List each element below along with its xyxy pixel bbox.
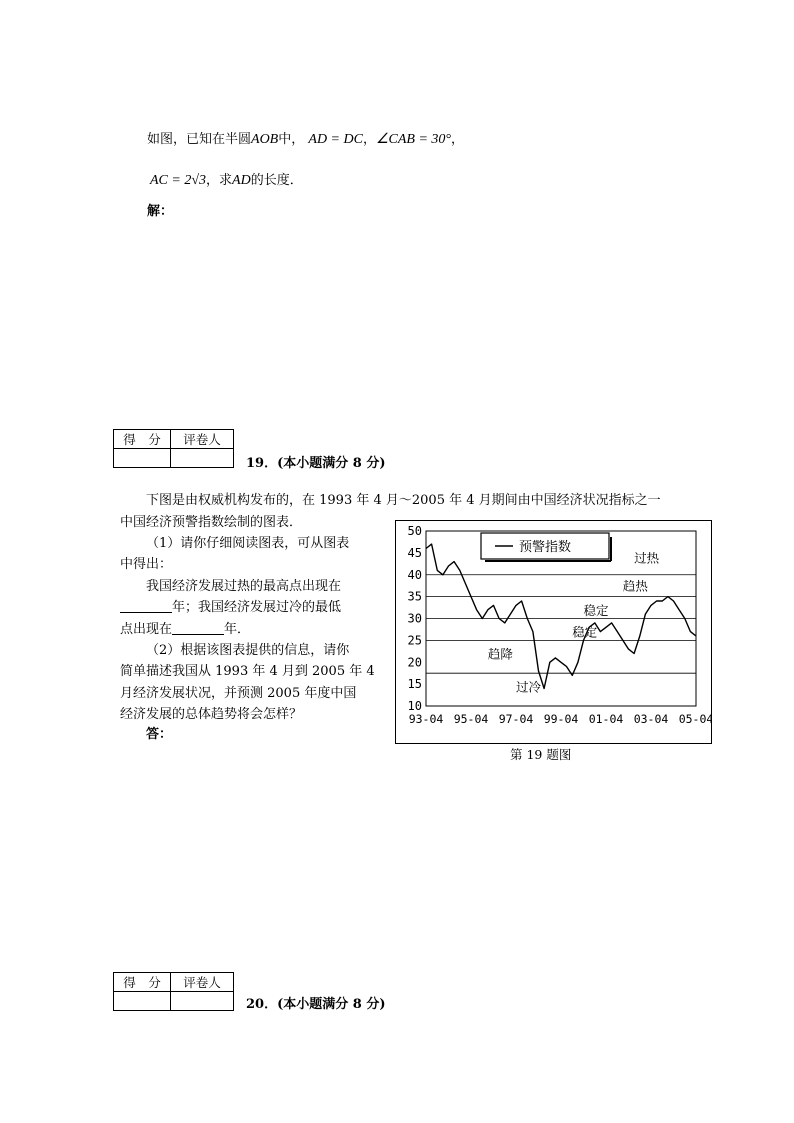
grader-cell[interactable] [171,449,234,468]
y-tick-label: 15 [407,677,422,692]
y-tick-label: 50 [407,524,422,538]
economy-warning-chart [395,520,712,744]
math-eq-angle: ∠CAB = 30° [375,132,452,147]
q19-part2-line2: 简单描述我国从 1993 年 4 月到 2005 年 4 [120,664,375,679]
grader-header: 评卷人 [171,430,234,449]
q19-part1-line1: （1）请你仔细阅读图表，可从图表 [146,536,350,551]
q18-line1 [147,129,464,151]
q19-answer-label: 答： [146,727,173,742]
y-tick-label: 25 [407,633,422,648]
q18-line2 [150,170,303,192]
q20-title: 20．(本小题满分 8 分) [246,997,386,1012]
q19-part1-line3: 我国经济发展过热的最高点出现在 [146,579,342,594]
chart-svg [396,521,711,743]
y-tick-label: 35 [407,589,422,604]
q18-text: 的长度． [250,173,303,188]
q18-text: ， [362,132,376,147]
x-tick-label: 97-04 [498,712,534,726]
q18-text: 中， [278,132,305,147]
figure-caption: 第 19 题图 [510,747,572,762]
x-tick-label: 01-04 [588,712,624,726]
score-table-q20 [113,972,234,1011]
q18-text: 如图，已知在半圆 [147,132,252,147]
x-tick-label: 05-04 [678,712,711,726]
answer-blank-overcool-year[interactable] [172,621,224,635]
q19-intro-line1: 下图是由权威机构发布的，在 1993 年 4 月～2005 年 4 月期间由中国经济状况指标之一 [146,493,661,508]
math-aob: AOB [251,132,279,147]
q19-text: 点出现在 [120,622,173,637]
x-tick-label: 95-04 [453,712,489,726]
series-line-warning-index [426,544,696,688]
zone-label: 趋热 [622,578,648,594]
math-eq-ac: AC = 2√3 [150,173,207,188]
score-cell[interactable] [114,992,171,1011]
zone-label: 稳定 [583,602,609,618]
x-tick-label: 93-04 [408,712,444,726]
zone-label: 稳定 [572,624,598,640]
q19-part1-line4 [120,597,341,619]
q19-part1-line2: 中得出： [120,557,173,572]
q19-part2-line4: 经济发展的总体趋势将会怎样？ [120,707,303,722]
answer-blank-overheat-year[interactable] [120,599,172,613]
score-header: 得 分 [114,973,171,992]
y-tick-label: 20 [407,655,422,670]
y-tick-label: 40 [407,567,422,582]
q19-part1-line5 [120,619,250,641]
q19-text: 年；我国经济发展过冷的最低 [172,600,342,615]
zone-label: 趋降 [487,646,513,662]
math-ad: AD [232,173,251,188]
q18-text: ，求 [206,173,233,188]
q18-answer-label: 解： [147,204,174,219]
score-table-q19 [113,429,234,468]
q19-intro-line2: 中国经济预警指数绘制的图表． [120,515,303,530]
q19-part2-line3: 月经济发展状况，并预测 2005 年度中国 [120,686,357,701]
math-eq-ad-dc: AD = DC [308,132,363,147]
q19-text: 年． [224,622,251,637]
q19-title: 19．(本小题满分 8 分) [246,456,386,471]
zone-label: 过冷 [516,679,542,695]
y-tick-label: 45 [407,545,422,560]
q18-text: ， [451,132,465,147]
q19-part2-line1: （2）根据该图表提供的信息，请你 [146,643,350,658]
zone-label: 过热 [634,550,660,566]
y-tick-label: 10 [407,699,422,713]
legend-label: 预警指数 [519,540,572,555]
score-cell[interactable] [114,449,171,468]
x-tick-label: 03-04 [633,712,669,726]
grader-cell[interactable] [171,992,234,1011]
grader-header: 评卷人 [171,973,234,992]
x-tick-label: 99-04 [543,712,579,726]
score-header: 得 分 [114,430,171,449]
y-tick-label: 30 [407,611,422,626]
